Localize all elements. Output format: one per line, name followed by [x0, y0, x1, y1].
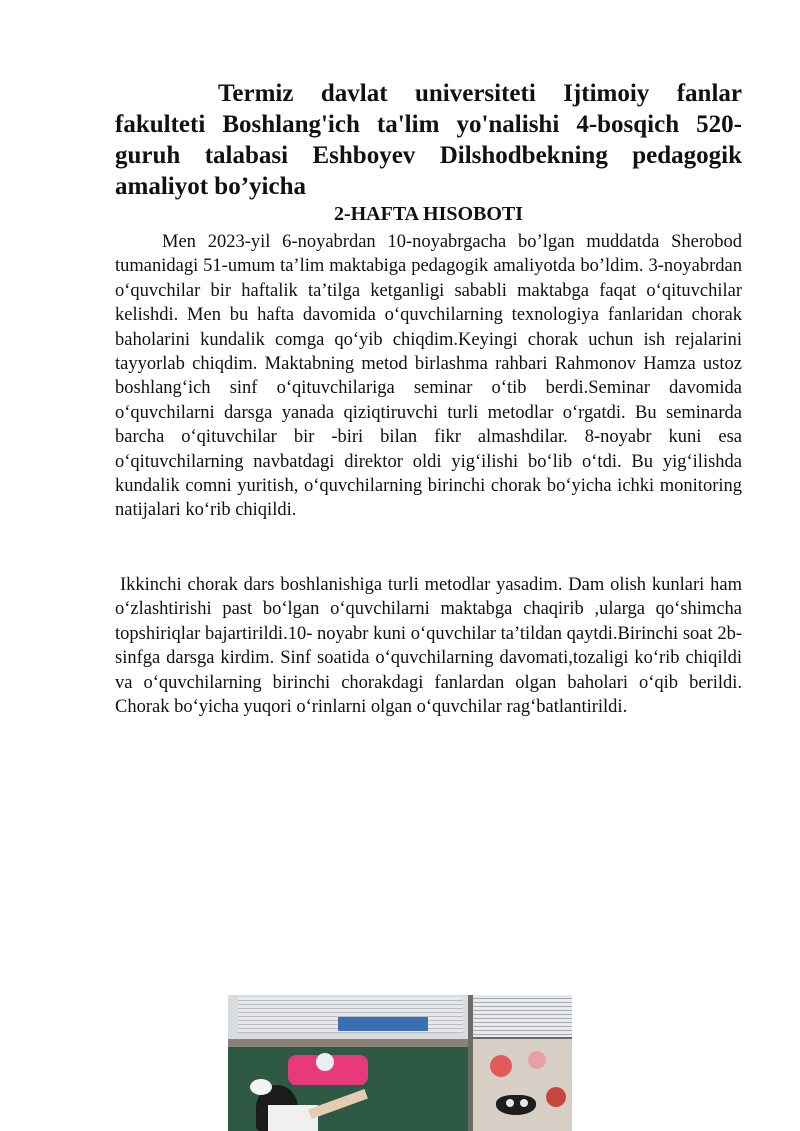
poster-blue-band	[338, 1017, 428, 1031]
wall-poster-right	[473, 995, 572, 1037]
black-mask-craft	[496, 1095, 536, 1115]
document-heading: Termiz davlat universiteti Ijtimoiy fanlar fakulteti Boshlang'ich ta'lim yo'nalishi 4-bosqich 520-guruh talabasi Eshboyev Dilshodbekning pedagogik amaliyot bo’yicha	[115, 80, 742, 200]
report-title: 2-HAFTA HISOBOTI	[333, 203, 524, 225]
mask-eye	[506, 1099, 514, 1107]
paper-flower	[490, 1055, 512, 1077]
wall-artwork-panel	[473, 1039, 572, 1131]
paragraph-1: Men 2023-yil 6-noyabrdan 10-noyabrgacha bo’lgan muddatda Sherobod tumanidagi 51-umum ta’lim maktabiga pedagogik amaliyotda bo’ldim. 3-noyabrdan o‘quvchilar bir haftalik ta’tilga ketganligi sababli maktabga faqat o‘qituvchilar kelishdi. Men bu hafta davomida o‘quvchilarning texnologiya fanlaridan chorak baholarini kundalik comga qo‘yib chiqdim.Keyingi chorak uchun ish rejalarini tayyorlab chiqdim. Maktabning metod birlashma rahbari Rahmonov Hamza ustoz boshlang‘ich sinf o‘qituvchilariga seminar o‘tib berdi.Seminar davomida o‘quvchilarni darsga yanada qiziqtiruvchi turli metodlar o‘rgatdi. Bu seminarda barcha o‘qituvchilar bir -biri bilan fikr almashdilar. 8-noyabr kuni esa o‘qituvchilarning navbatdagi direktor oldi yig‘ilishi bo‘lib o‘tdi. Bu yig‘ilishda kundalik comni yuritish, o‘quvchilarning birinchi chorak bo‘yicha ichki monitoring natijalari ko‘rib chiqildi.	[115, 232, 742, 521]
paragraph-2: Ikkinchi chorak dars boshlanishiga turli metodlar yasadim. Dam olish kunlari ham o‘zlashtirishi past bo‘lgan o‘quvchilarni maktabga chaqirib ,ularga qo‘shimcha topshiriqlar bajartirildi.10- noyabr kuni o‘quvchilar ta’tildan qaytdi.Birinchi soat 2b- sinfga darsga kirdim. Sinf soatida o‘quvchilarning davomati,tozaligi ko‘rib chiqildi va o‘quvchilarning birinchi chorakdagi fanlardan olgan baholari o‘qib berildi. Chorak bo‘yicha yuqori o‘rinlarni olgan o‘quvchilar rag‘batlantirildi.	[115, 575, 742, 718]
paper-flower	[546, 1087, 566, 1107]
paper-flower	[528, 1051, 546, 1069]
white-flower	[316, 1053, 334, 1071]
child-hair-bow	[250, 1079, 272, 1095]
mask-eye	[520, 1099, 528, 1107]
chalkboard-frame	[228, 1039, 468, 1047]
classroom-photo	[228, 995, 572, 1131]
